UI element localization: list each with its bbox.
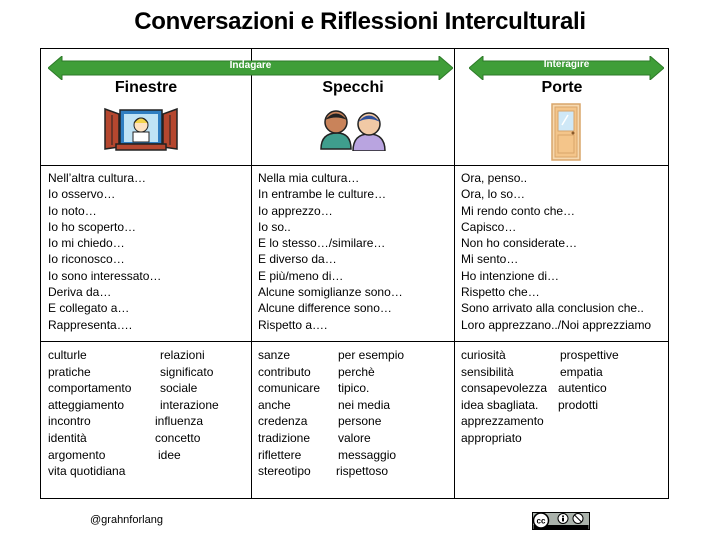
author-handle: @grahnforlang (90, 514, 163, 526)
list-item: Alcune difference sono… (258, 301, 392, 316)
list-item: Ora, lo so… (461, 187, 526, 202)
vocab-word: nei media (338, 397, 391, 412)
vocab-word: credenza (258, 414, 308, 429)
vocab-word: curiosità (461, 348, 506, 362)
vocab-word: anche (258, 397, 291, 412)
vocab-word: prodotti (558, 397, 599, 412)
list-item: Rispetto che… (461, 285, 540, 300)
vocab-word: significato (160, 364, 214, 379)
cc-text: cc (536, 516, 546, 526)
heading-finestre: Finestre (114, 79, 178, 96)
list-item: Io apprezzo… (258, 203, 333, 218)
vocab-word: vita quotidiana (48, 464, 126, 479)
vocab-word: idee (158, 447, 181, 462)
vocab-word: argomento (48, 447, 106, 462)
vocab-word: sociale (160, 381, 198, 396)
finestre-phrases (48, 170, 161, 333)
vocab-word: stereotipo (258, 464, 311, 479)
specchi-phrases (258, 170, 403, 333)
list-item: In entrambe le culture… (258, 187, 387, 202)
vocab-word: rispettoso (336, 464, 389, 479)
vocab-word: relazioni (160, 348, 205, 362)
vocab-word: per esempio (338, 348, 405, 362)
list-item: Ho intenzione di… (461, 268, 560, 283)
list-item: Nell’altra cultura… (48, 171, 147, 185)
open-window-icon (103, 105, 179, 156)
vocab-word: empatia (560, 364, 603, 379)
list-item: Alcune somiglianze sono… (258, 285, 403, 300)
vocab-word: consapevolezza (461, 381, 548, 396)
vocab-word: idea sbagliata. (461, 397, 539, 412)
porte-phrases (461, 170, 651, 333)
vocab-word: culturle (48, 348, 87, 362)
list-item: Io noto… (48, 203, 97, 218)
vocab-word: comunicare (258, 381, 321, 396)
list-item: Mi sento… (461, 252, 519, 267)
vocab-word: sensibilità (461, 364, 514, 379)
vocab-word: messaggio (338, 447, 397, 462)
vocab-word: persone (338, 414, 382, 429)
list-item: Io sono interessato… (48, 268, 162, 283)
column-divider (454, 49, 455, 498)
interagire-label: Interagire (543, 59, 590, 70)
vocab-word: tipico. (338, 381, 370, 396)
door-icon (551, 103, 581, 166)
indagare-arrow (48, 56, 453, 80)
vocab-word: perchè (338, 364, 375, 379)
list-item: Io so.. (258, 219, 291, 234)
indagare-label: Indagare (229, 60, 272, 71)
row-divider (41, 341, 668, 342)
list-item: Non ho considerate… (461, 236, 578, 251)
two-people-icon (319, 107, 391, 156)
vocab-word: appropriato (461, 430, 522, 445)
vocab-word: prospettive (560, 348, 619, 362)
page-title: Conversazioni e Riflessioni Interculturali (134, 8, 586, 35)
vocab-word: sanze (258, 348, 291, 362)
vocab-word: tradizione (258, 430, 311, 445)
heading-specchi: Specchi (322, 79, 384, 96)
vocab-word: valore (338, 430, 371, 445)
interagire-arrow (469, 56, 664, 80)
list-item: Mi rendo conto che… (461, 203, 576, 218)
vocab-word: contributo (258, 364, 311, 379)
vocab-word: interazione (160, 397, 219, 412)
vocab-word: incontro (48, 414, 91, 429)
vocab-word: riflettere (258, 447, 302, 462)
list-item: Io mi chiedo… (48, 236, 125, 251)
column-divider (251, 49, 252, 498)
list-item: Rispetto a…. (258, 317, 328, 332)
vocab-word: concetto (155, 430, 201, 445)
vocab-word: autentico (558, 381, 607, 396)
list-item: Rappresenta…. (48, 317, 133, 332)
vocab-word: atteggiamento (48, 397, 125, 412)
list-item: Capisco… (461, 219, 517, 234)
list-item: E collegato a… (48, 301, 130, 316)
list-item: E più/meno di… (258, 268, 344, 283)
creative-commons-by-nc-icon (532, 512, 590, 535)
list-item: Nella mia cultura… (258, 171, 360, 185)
list-item: Loro apprezzano../Noi apprezziamo (461, 317, 652, 332)
content-table (40, 48, 669, 499)
list-item: E diverso da… (258, 252, 337, 267)
list-item: Sono arrivato alla conclusion che.. (461, 301, 644, 316)
list-item: Io ho scoperto… (48, 219, 137, 234)
vocab-word: identità (48, 430, 87, 445)
list-item: Deriva da… (48, 285, 112, 300)
heading-porte: Porte (541, 79, 583, 96)
vocab-word: pratiche (48, 364, 91, 379)
vocab-word: apprezzamento (461, 414, 544, 429)
list-item: Io osservo… (48, 187, 116, 202)
vocab-word: comportamento (48, 381, 132, 396)
list-item: Io riconosco… (48, 252, 125, 267)
list-item: E lo stesso…/similare… (258, 236, 386, 251)
vocab-word: influenza (155, 414, 204, 429)
list-item: Ora, penso.. (461, 171, 528, 185)
